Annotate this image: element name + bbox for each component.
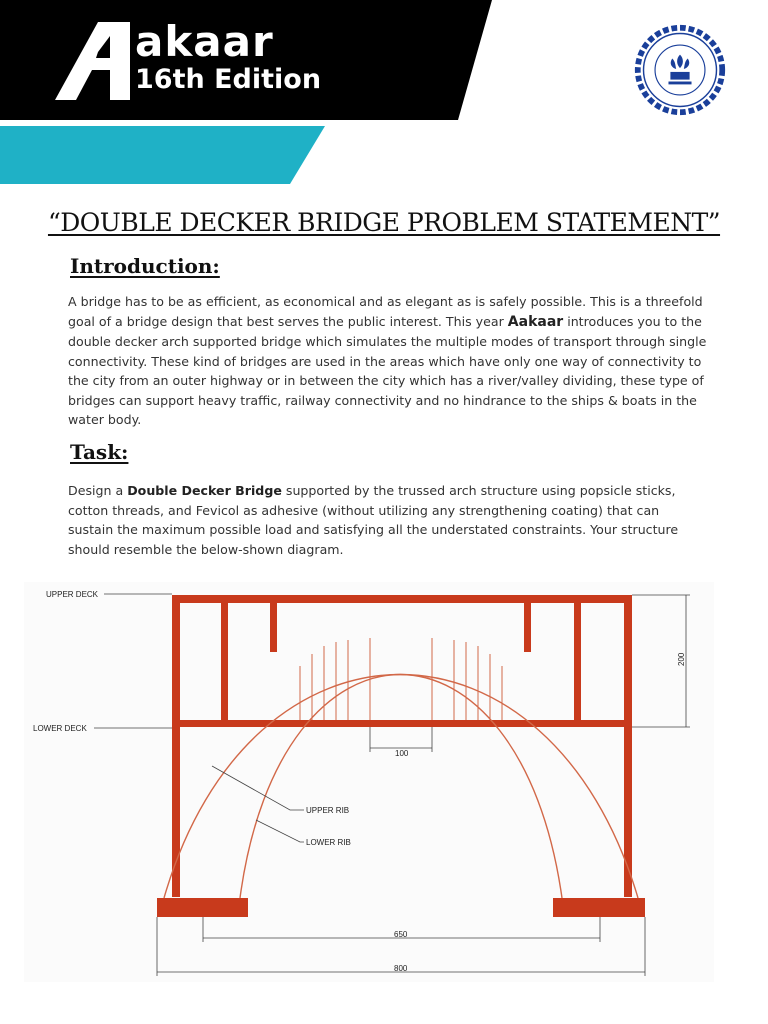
upper-post	[574, 597, 581, 722]
lower-deck-beam	[172, 720, 632, 727]
task-paragraph	[68, 481, 708, 559]
upper-post	[524, 597, 531, 652]
middle-dimension-label: 100	[395, 749, 409, 758]
right-footing	[553, 898, 645, 917]
upper-post	[221, 597, 228, 722]
inner-span-label: 650	[394, 930, 408, 939]
task-highlight: Double Decker Bridge	[127, 483, 282, 498]
intro-highlight: Aakaar	[507, 313, 564, 330]
page-title: “DOUBLE DECKER BRIDGE PROBLEM STATEMENT”	[47, 208, 721, 237]
upper-post	[270, 597, 277, 652]
diagram-background	[24, 582, 714, 982]
upper-deck-label: UPPER DECK	[46, 590, 99, 599]
task-text-before: Design a	[68, 483, 128, 498]
task-heading: Task:	[70, 440, 129, 464]
upper-rib-label: UPPER RIB	[306, 806, 350, 815]
brand-logo	[135, 17, 322, 96]
intro-text-after: introduces you to the double decker arch supported bridge which simulates the multiple modes of transport through single connectivity. These kind of bridges are used in the areas which have only one way of connectivity to the city from an outer highway or in between the city which has a river/valley dividing, these type of bridges can support heavy traffic, railway connectivity and no hindrance to the ships & boats in the water body.	[68, 313, 707, 427]
task-text-after: supported by the trussed arch structure using popsicle sticks, cotton threads, and Fevicol as adhesive (without utilizing any strengthening coating) that can sustain the maximum possible load and satisfying all the understated constraints. Your structure should resemble the below-shown diagram.	[68, 483, 679, 557]
edition-label: 16th Edition	[135, 64, 322, 95]
introduction-paragraph	[68, 292, 708, 430]
outer-span-label: 800	[394, 964, 408, 973]
bridge-diagram	[0, 580, 768, 1000]
right-outer-column	[624, 597, 632, 897]
banner-teal-band	[0, 126, 325, 184]
institute-seal-icon	[632, 22, 728, 118]
height-dimension-label: 200	[677, 652, 686, 666]
lower-rib-label: LOWER RIB	[306, 838, 351, 847]
lower-deck-label: LOWER DECK	[33, 724, 87, 733]
upper-deck-beam	[172, 595, 632, 603]
introduction-heading: Introduction:	[70, 254, 220, 278]
left-footing	[157, 898, 248, 917]
brand-word: akaar	[135, 17, 274, 66]
left-outer-column	[172, 597, 180, 897]
intro-text-before: A bridge has to be as efficient, as economical and as elegant as is safely possible. This is a threefold goal of a bridge design that best serves the public interest. This year	[68, 294, 703, 329]
